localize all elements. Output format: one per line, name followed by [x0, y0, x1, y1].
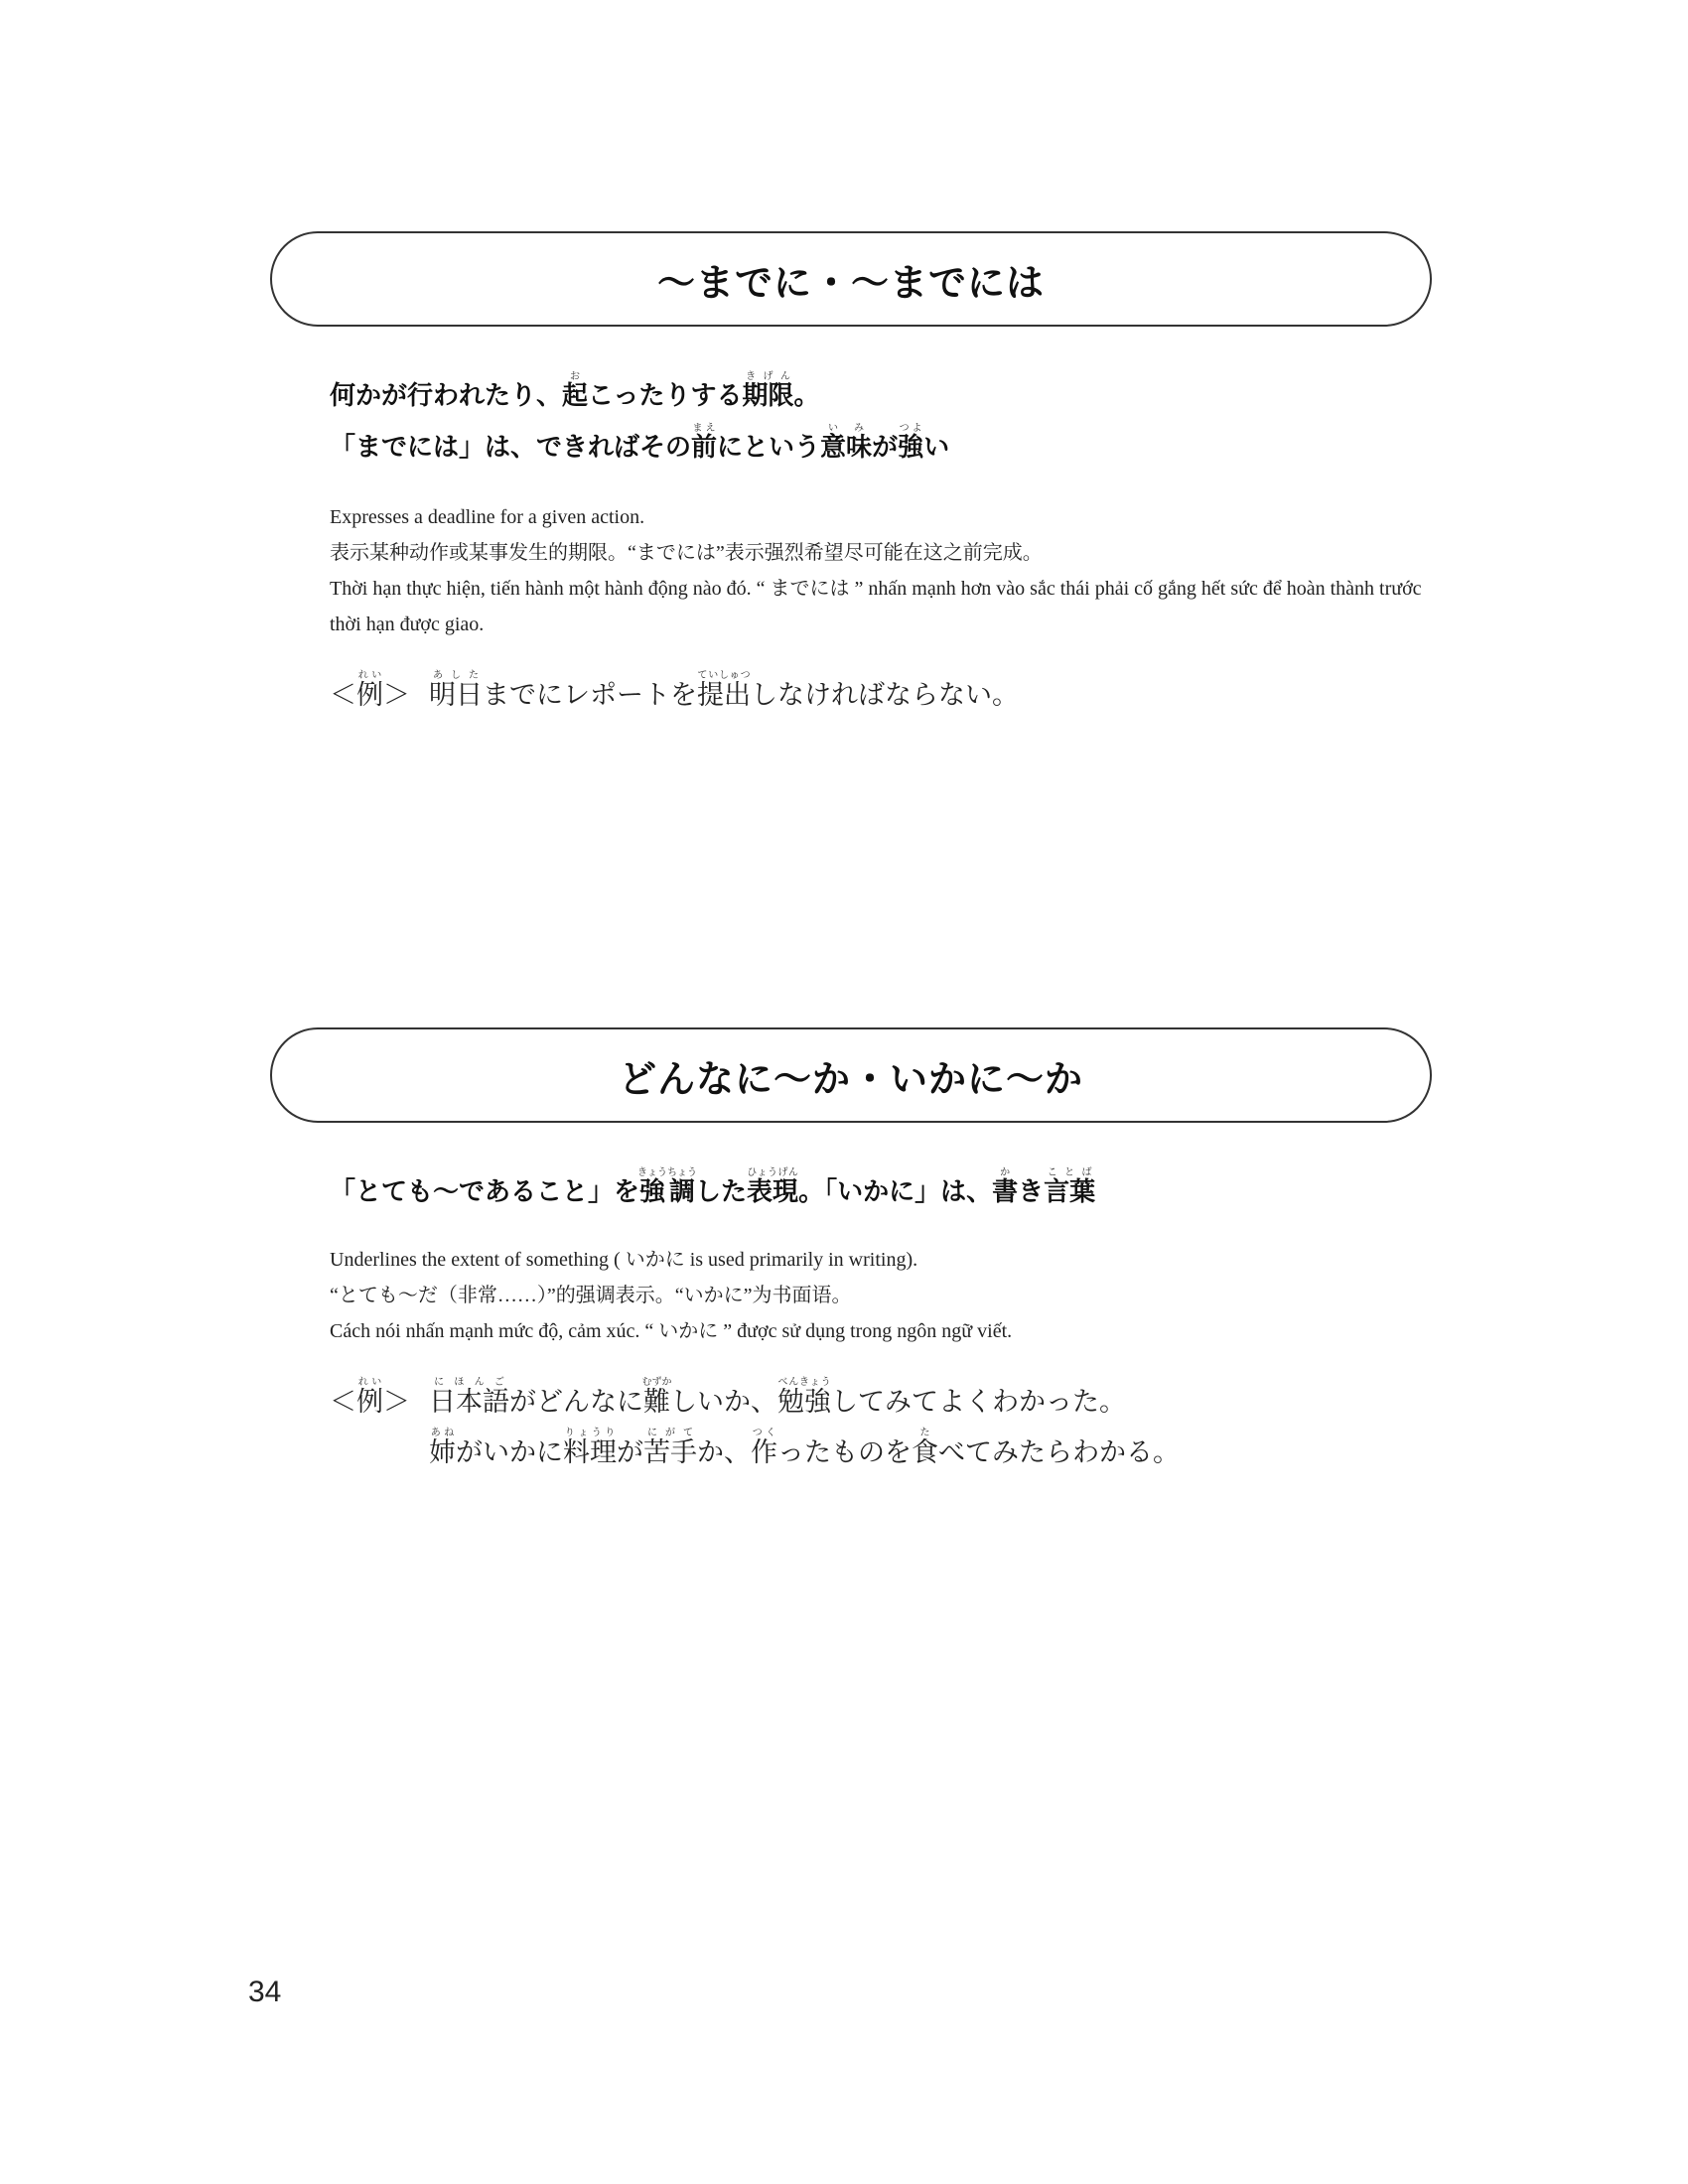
- section-title-box: [270, 1027, 1432, 1123]
- page-number: 34: [248, 1976, 282, 2008]
- explanation-heading-line-1: 何かが行われたり、起おこったりする期限きげん。: [330, 371, 820, 411]
- vietnamese-explanation: Thời hạn thực hiện, tiến hành một hành động nào đó. “ までには ” nhấn mạnh hơn vào sắc thái phải cố gắng hết sức để hoàn thành trước thời hạn được giao.: [330, 578, 1422, 635]
- chinese-explanation: “とても～だ（非常……）”的强调表示。“いかに”为书面语。: [330, 1285, 852, 1306]
- english-explanation: Expresses a deadline for a given action.: [330, 506, 645, 528]
- chinese-explanation: 表示某种动作或某事发生的期限。“までには”表示强烈希望尽可能在这之前完成。: [330, 542, 1043, 564]
- section-title-box: [270, 231, 1432, 327]
- example-row: [330, 1377, 1432, 1428]
- explanation-heading-line-2: 「までには」は、できればその前まえにという意味いみが強つよい: [330, 423, 950, 463]
- english-explanation: Underlines the extent of something ( いかに is used primarily in writing).: [330, 1249, 918, 1271]
- example-row: [330, 670, 1432, 721]
- example-sentence: 明日あしたまでにレポートを提出ていしゅつしなければならない。: [429, 670, 1019, 711]
- section-madeni: [270, 231, 1432, 721]
- example-sentence: 姉あねがいかに料理りょうりが苦手にがてか、作つくったものを食たべてみたらわかる。: [429, 1428, 1180, 1468]
- section-title: 〜までに・〜までには: [656, 260, 1045, 305]
- example-label: ＜例れい＞: [330, 1377, 410, 1418]
- example-label: ＜例れい＞: [330, 670, 410, 711]
- example-sentence: 日本語にほんごがどんなに難むずかしいか、勉強べんきょうしてみてよくわかった。: [429, 1377, 1126, 1418]
- example-block: [330, 1377, 1432, 1478]
- explanation-heading-line-1: 「とても〜であること」を強調きょうちょうした表現ひょうげん。「いかに」は、書かき言葉ことば: [330, 1167, 1096, 1207]
- example-block: [330, 670, 1432, 721]
- vietnamese-explanation: Cách nói nhấn mạnh mức độ, cảm xúc. “ いかに ” được sử dụng trong ngôn ngữ viết.: [330, 1320, 1013, 1342]
- example-row: [330, 1428, 1432, 1478]
- section-title: どんなに〜か・いかに〜か: [618, 1056, 1083, 1101]
- section-donnani: [270, 1027, 1432, 1478]
